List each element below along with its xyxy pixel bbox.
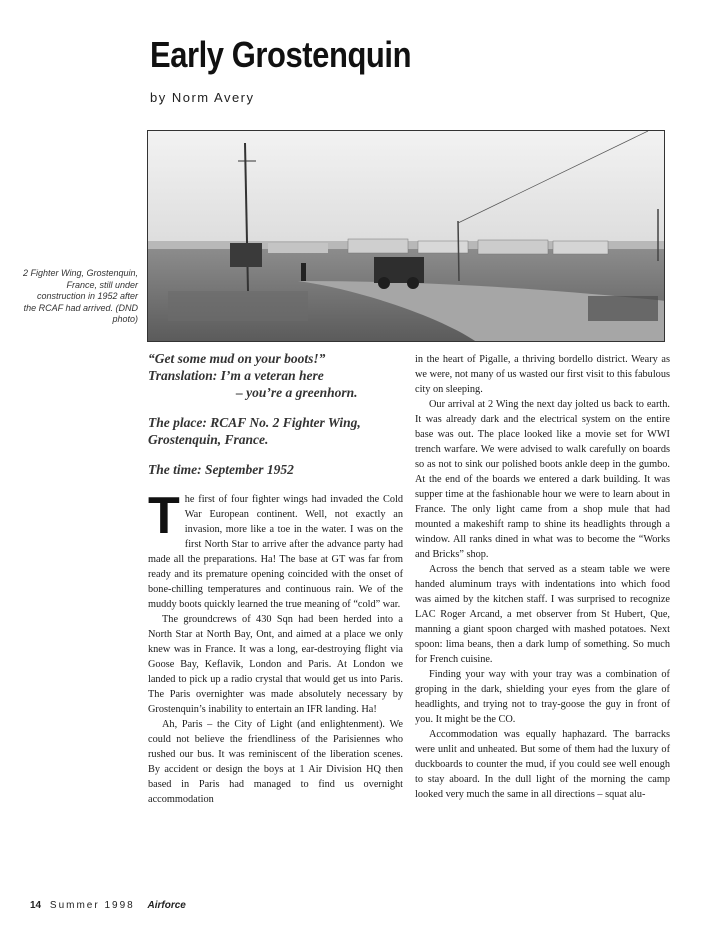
drop-cap: T xyxy=(148,487,180,545)
magazine-name: Airforce xyxy=(147,900,186,911)
pull-quote xyxy=(148,350,403,491)
paragraph-7: Finding your way with your tray was a combination of groping in the dark, shielding your eyes from the glare of headlights, and trying not to tray-goose the guy in front of you. It might be the CO. xyxy=(415,669,670,725)
pull-quote-time: The time: September 1952 xyxy=(148,462,294,477)
pull-quote-line2: Translation: I’m a veteran here xyxy=(148,368,324,383)
pull-quote-line1: “Get some mud on your boots!” xyxy=(148,351,326,366)
paragraph-6: Across the bench that served as a steam table we were handed aluminum trays with indentations into which food was aimed by the kitchen staff. I was surprised to recognize LAC Roger Arcand, a met observer from St Hubert, Que, manning a giant spoon charged with mashed potatoes. Next spoon: lima beans, then a dark lump of something. So much for French cuisine. xyxy=(415,564,670,665)
pull-quote-place: The place: RCAF No. 2 Fighter Wing, Grostenquin, France. xyxy=(148,415,361,447)
issue-season: Summer 1998 xyxy=(49,900,135,911)
article-column-1 xyxy=(148,487,403,807)
paragraph-4: in the heart of Pigalle, a thriving bordello district. Weary as we were, not many of us wasted our first visit to this fabulous city on sleeping. xyxy=(415,354,670,395)
paragraph-5: Our arrival at 2 Wing the next day jolted us back to earth. It was already dark and the electrical system on the entire base was out. The place looked like a movie set for WWI trench warfare. We were advised to walk carefully on boards so as not to sink our polished boots ankle deep in the gumbo. At the end of the boards we entered a dark building. It was supper time at the fashionable hour we were to learn about in France. The only light came from a shop mule that had mounted a makeshift ramp to shine its headlights through a window. All ranks dined in what was to become the “Works and Bricks” shop. xyxy=(415,399,670,560)
paragraph-2: The groundcrews of 430 Sqn had been herded into a North Star at North Bay, Ont, and aimed at a place we only knew was in France. It was a long, ear-destroying flight via Goose Bay, Keflavik, London and Paris. At London we landed to pick up a radio crystal that would get us into Paris. The Paris overnighter was made absolutely necessary by Grostenquin’s inability to entertain an IFR landing. Ha! xyxy=(148,614,403,715)
paragraph-1-text: he first of four fighter wings had invaded the Cold War European continent. Well, not exactly an invasion, more like a toe in the water. I was on the first North Star to arrive after the advance party had made all the preparations. Ha! The base at GT was far from ready and its premature opening coincided with the onset of bone-chilling temperatures and continuous rain. We of the muddy boots quickly learned the true meaning of “cold” war. xyxy=(148,494,403,610)
page-footer xyxy=(30,900,186,911)
paragraph-1 xyxy=(148,487,403,612)
page-number: 14 xyxy=(30,900,42,911)
construction-photo xyxy=(147,130,665,342)
paragraph-3: Ah, Paris – the City of Light (and enlightenment). We could not believe the friendliness of the Parisiennes who rushed our bus. It was reminiscent of the liberation scenes. By accident or design the boys at 1 Air Division HQ then based in Paris had managed to find us overnight accommodation xyxy=(148,719,403,805)
article-column-2 xyxy=(415,352,670,802)
byline: by Norm Avery xyxy=(150,90,255,105)
pull-quote-quote xyxy=(148,350,403,401)
article-title: Early Grostenquin xyxy=(150,34,412,75)
paragraph-8: Accommodation was equally haphazard. The barracks were unlit and unheated. But some of them had the luxury of duckboards to counter the mud, if you could see well enough to stay aboard. In the dull light of the morning the camp looked very much the same in all directions – squat alu- xyxy=(415,729,670,800)
photo-caption: 2 Fighter Wing, Grostenquin, France, still under construction in 1952 after the RCAF had arrived. (DND photo) xyxy=(23,268,138,324)
pull-quote-line3: – you’re a greenhorn. xyxy=(236,385,358,400)
photo-illustration xyxy=(148,131,665,342)
